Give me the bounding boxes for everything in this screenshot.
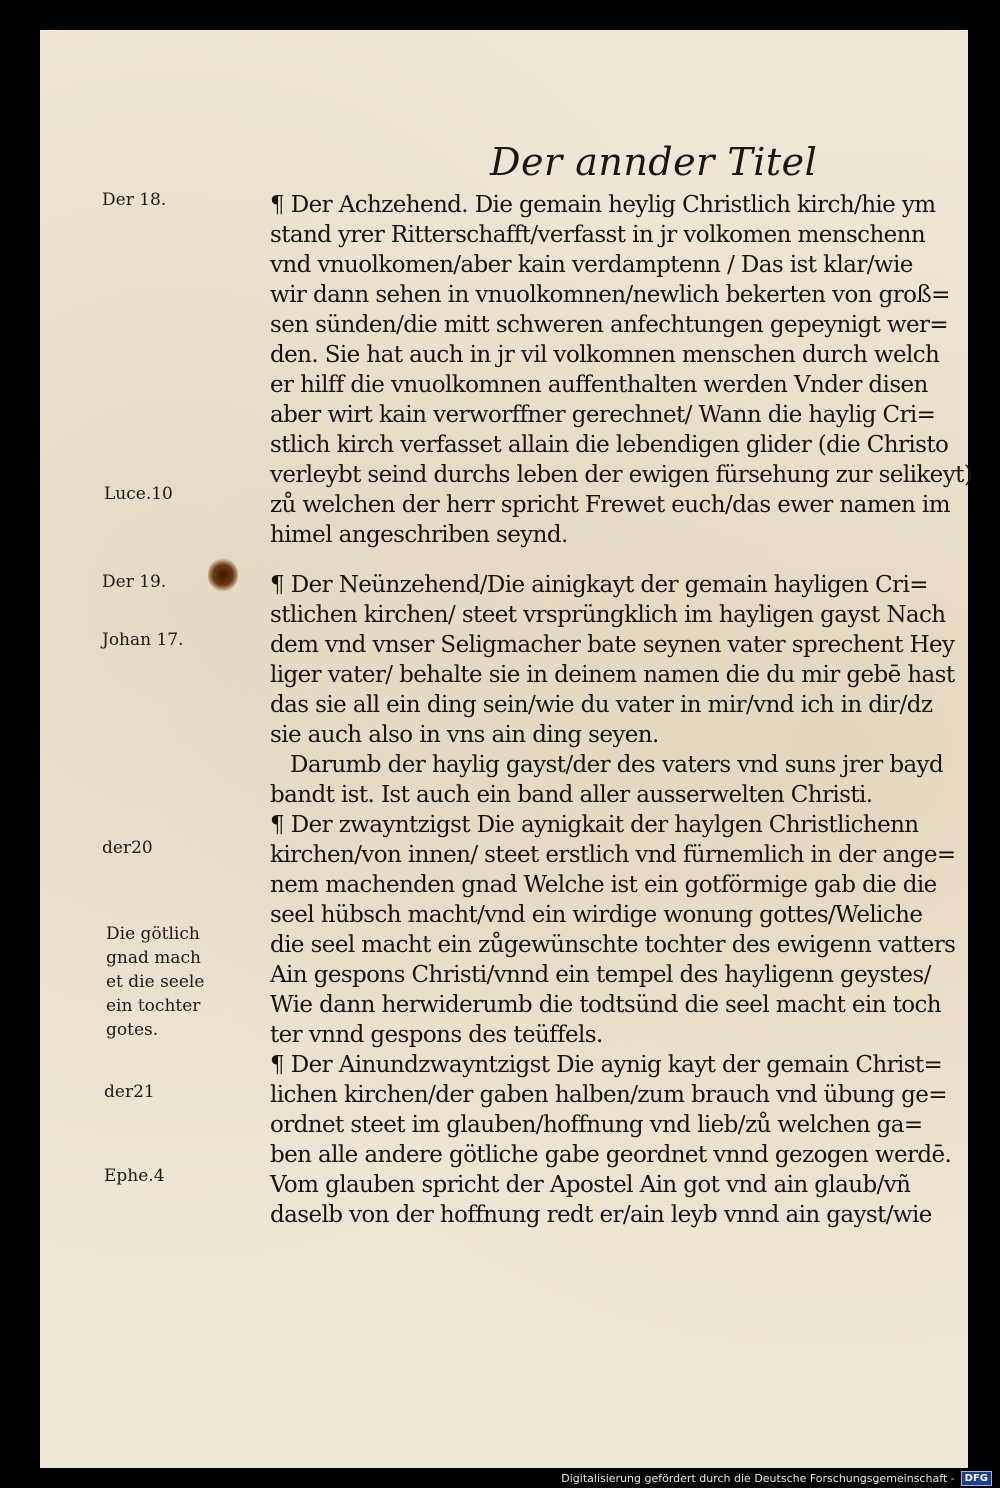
text-line: ordnet steet im glauben/hoffnung vnd lieb/zů welchen ga=: [270, 1112, 923, 1138]
text-line: ¶ Der Ainundzwayntzigst Die aynig kayt der gemain Christ=: [270, 1052, 943, 1078]
dfg-logo-icon: DFG: [961, 1471, 992, 1486]
text-line: zů welchen der herr spricht Frewet euch/das ewer namen im: [270, 492, 950, 518]
text-line: Darumb der haylig gayst/der des vaters vnd suns jrer bayd: [290, 752, 944, 778]
margin-note: Ephe.4: [104, 1166, 165, 1186]
footer-text: Digitalisierung gefördert durch die Deutsche Forschungsgemeinschaft -: [561, 1471, 955, 1485]
text-line: er hilff die vnuolkomnen auffenthalten werden Vnder disen: [270, 372, 928, 398]
text-line: die seel macht ein zůgewünschte tochter des ewigenn vatters: [270, 932, 956, 958]
text-line: sie auch also in vns ain ding seyen.: [270, 722, 659, 748]
text-line: verleybt seind durchs leben der ewigen fürsehung zur selikeyt): [270, 462, 973, 488]
margin-note: et die seele: [106, 972, 205, 992]
text-line: stand yrer Ritterschafft/verfasst in jr volkomen menschenn: [270, 222, 926, 248]
text-line: ¶ Der zwayntzigst Die aynigkait der haylgen Christlichenn: [270, 812, 919, 838]
text-line: Ain gespons Christi/vnnd ein tempel des hayligenn geystes/: [270, 962, 931, 988]
text-line: das sie all ein ding sein/wie du vater in mir/vnd ich in dir/dz: [270, 692, 933, 718]
margin-note: Der 18.: [102, 190, 167, 210]
text-line: Vom glauben spricht der Apostel Ain got vnd ain glaub/vñ: [270, 1172, 911, 1198]
text-line: bandt ist. Ist auch ein band aller ausserwelten Christi.: [270, 782, 873, 808]
text-line: dem vnd vnser Seligmacher bate seynen vater sprechent Hey: [270, 632, 955, 658]
text-line: kirchen/von innen/ steet erstlich vnd fürnemlich in der ange=: [270, 842, 956, 868]
text-line: wir dann sehen in vnuolkomnen/newlich bekerten von groß=: [270, 282, 950, 308]
text-line: ter vnnd gespons des teüffels.: [270, 1022, 603, 1048]
text-line: ¶ Der Neünzehend/Die ainigkayt der gemain hayligen Cri=: [270, 572, 928, 598]
text-line: nem machenden gnad Welche ist ein gotförmige gab die die: [270, 872, 937, 898]
text-line: stlich kirch verfasset allain die lebendigen glider (die Christo: [270, 432, 949, 458]
text-line: den. Sie hat auch in jr vil volkomnen menschen durch welch: [270, 342, 940, 368]
text-line: daselb von der hoffnung redt er/ain leyb vnnd ain gayst/wie: [270, 1202, 932, 1228]
margin-note: der21: [104, 1082, 155, 1102]
text-line: ben alle andere götliche gabe geordnet vnnd gezogen werdē.: [270, 1142, 952, 1168]
text-line: sen sünden/die mitt schweren anfechtungen gepeynigt wer=: [270, 312, 949, 338]
running-title: Der annder Titel: [490, 140, 818, 184]
margin-note: der20: [102, 838, 153, 858]
funding-footer: [561, 1468, 992, 1488]
text-line: liger vater/ behalte sie in deinem namen die du mir gebē hast: [270, 662, 955, 688]
margin-note: Luce.10: [104, 484, 173, 504]
text-line: aber wirt kain verworffner gerechnet/ Wann die haylig Cri=: [270, 402, 936, 428]
margin-note: gotes.: [106, 1020, 159, 1040]
margin-note: Der 19.: [102, 572, 167, 592]
text-line: ¶ Der Achzehend. Die gemain heylig Christlich kirch/hie ym: [270, 192, 936, 218]
text-line: vnd vnuolkomen/aber kain verdamptenn / Das ist klar/wie: [270, 252, 913, 278]
ink-stain: [208, 558, 238, 592]
margin-note: ein tochter: [106, 996, 201, 1016]
text-line: himel angeschriben seynd.: [270, 522, 568, 548]
text-line: lichen kirchen/der gaben halben/zum brauch vnd übung ge=: [270, 1082, 947, 1108]
margin-note: Die götlich: [106, 924, 200, 944]
text-line: Wie dann herwiderumb die todtsünd die seel macht ein toch: [270, 992, 941, 1018]
text-line: stlichen kirchen/ steet vrsprüngklich im hayligen gayst Nach: [270, 602, 946, 628]
text-line: seel hübsch macht/vnd ein wirdige wonung gottes/Weliche: [270, 902, 923, 928]
margin-note: Johan 17.: [102, 630, 184, 650]
book-page: [40, 30, 973, 1468]
margin-note: gnad mach: [106, 948, 201, 968]
